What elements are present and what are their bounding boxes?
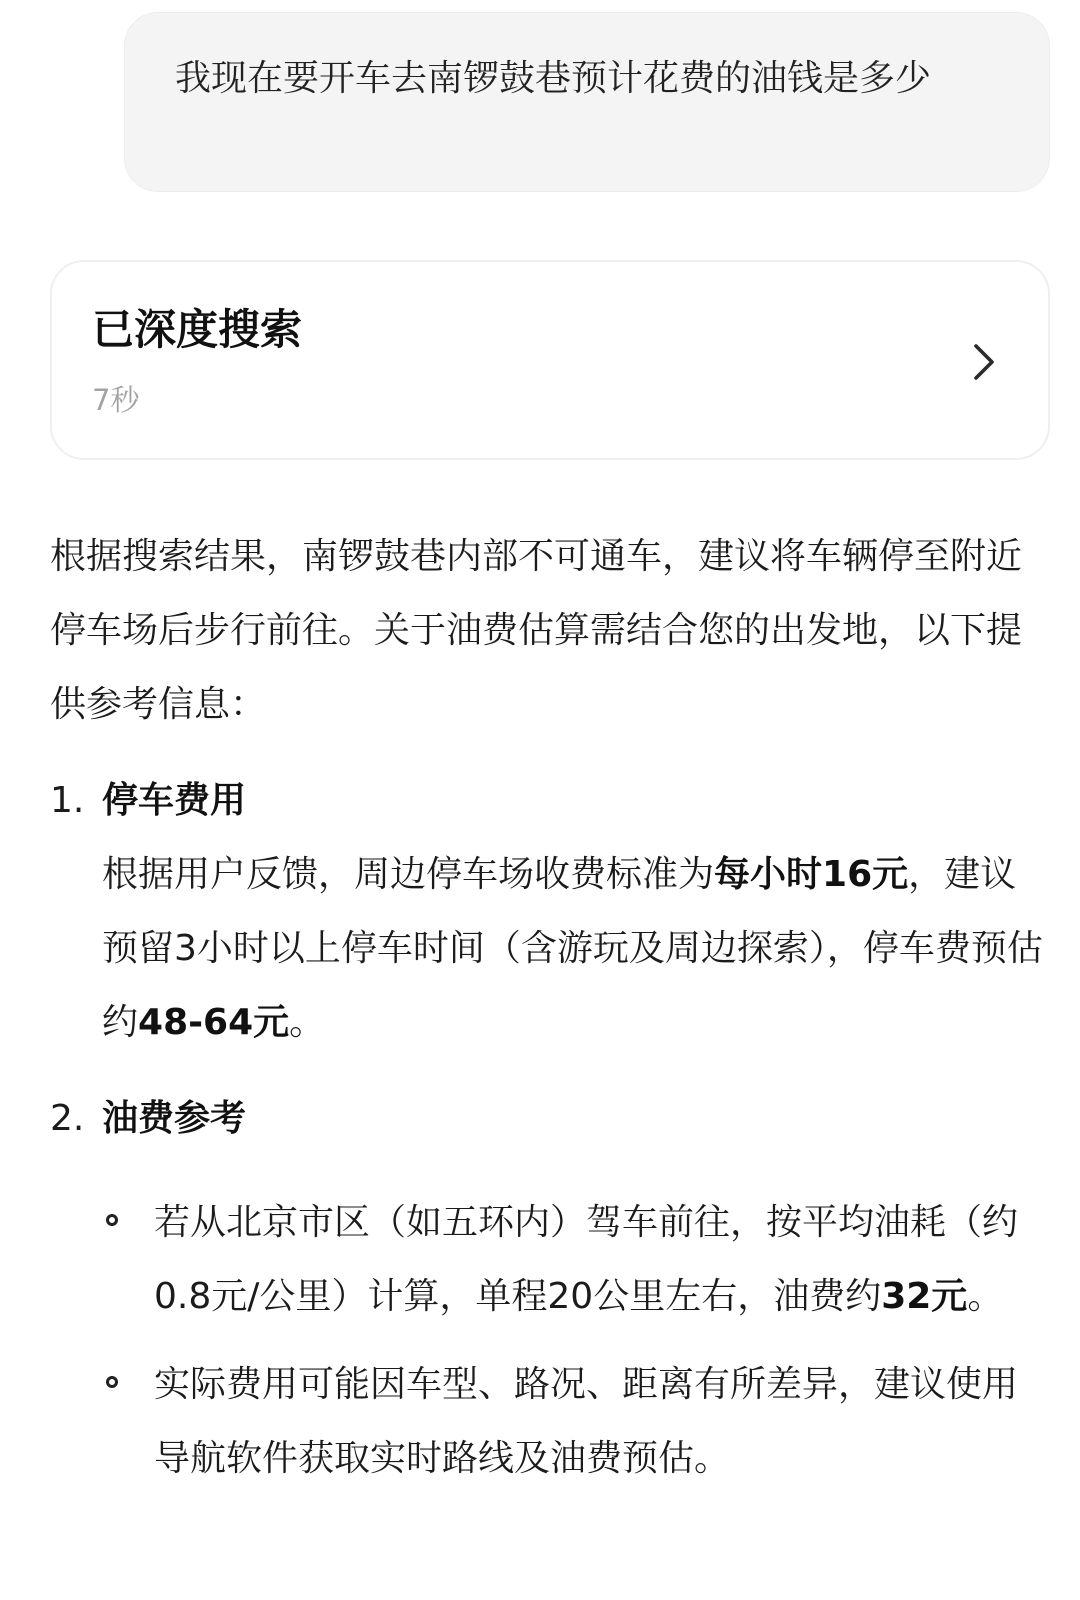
bullet-circle-icon [106, 1376, 118, 1388]
section-fuel-reference [50, 1082, 1052, 1496]
list-item [50, 1348, 1052, 1496]
body-bold-text: 每小时16元 [714, 854, 909, 895]
section-body [50, 838, 1052, 1060]
chevron-right-icon[interactable] [966, 342, 1000, 382]
section-title: 停车费用 [102, 780, 247, 821]
bullet-circle-icon [106, 1214, 118, 1226]
user-message-bubble [124, 12, 1050, 192]
bullet-text: 。 [967, 1276, 1004, 1317]
body-text: 。 [289, 1002, 326, 1043]
bullet-list [50, 1186, 1052, 1496]
deep-search-card[interactable] [50, 260, 1050, 460]
answer-intro: 根据搜索结果，南锣鼓巷内部不可通车，建议将车辆停至附近停车场后步行前往。关于油费估算需结合您的出发地，以下提供参考信息： [50, 536, 1023, 725]
bullet-text: 实际费用可能因车型、路况、距离有所差异，建议使用导航软件获取实时路线及油费预估。 [154, 1364, 1019, 1479]
body-bold-text: 48-64元 [138, 1002, 290, 1043]
body-text: ，建议预留3小时以上停车时间（含游玩及周边探索），停车费预估约 [102, 854, 1043, 1043]
bullet-bold-text: 32元 [881, 1276, 968, 1317]
user-message-text: 我现在要开车去南锣鼓巷预计花费的油钱是多少 [175, 58, 932, 99]
body-text: 根据用户反馈，周边停车场收费标准为 [102, 854, 715, 895]
bullet-text: 若从北京市区（如五环内）驾车前往，按平均油耗（约0.8元/公里）计算，单程20公里左右，油费约 [154, 1202, 1019, 1317]
section-heading [50, 1082, 1052, 1156]
list-item [50, 1186, 1052, 1334]
deep-search-duration: 7秒 [92, 383, 140, 417]
section-title: 油费参考 [102, 1098, 247, 1139]
section-heading [50, 764, 1052, 838]
deep-search-title: 已深度搜索 [92, 305, 303, 354]
section-parking-fee [50, 764, 1052, 1060]
assistant-answer [50, 520, 1052, 1510]
section-number: 1. [50, 780, 85, 821]
section-number: 2. [50, 1098, 85, 1139]
